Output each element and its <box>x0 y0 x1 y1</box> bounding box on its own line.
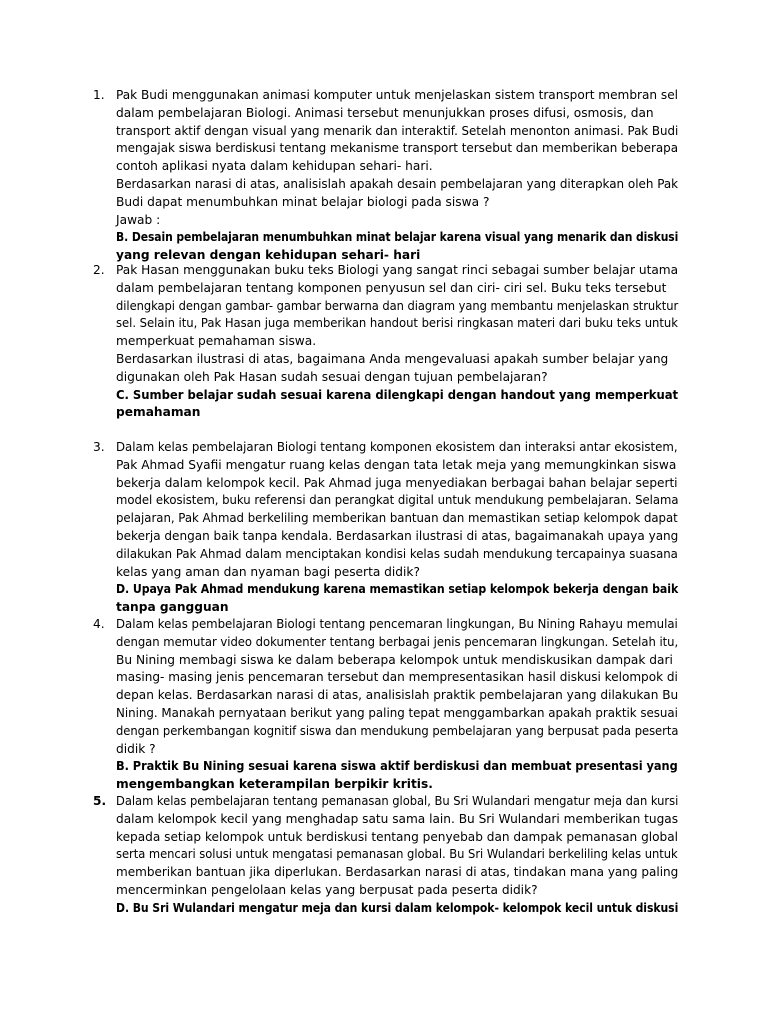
answer-line: B. Desain pembelajaran menumbuhkan minat belajar karena visual yang menarik dan diskusi <box>116 230 679 245</box>
answer-line: tanpa gangguan <box>116 600 229 615</box>
question-text-line: Berdasarkan ilustrasi di atas, bagaimana Anda mengevaluasi apakah sumber belajar yang <box>116 351 669 366</box>
question-text-line: Pak Ahmad Syafii mengatur ruang kelas dengan tata letak meja yang memungkinkan siswa <box>116 457 677 472</box>
question-text-line: Pak Budi menggunakan animasi komputer untuk menjelaskan sistem transport membran sel <box>116 88 678 102</box>
question-text-line: mengajak siswa berdiskusi tentang mekanisme transport tersebut dan memberikan beberapa <box>116 141 679 156</box>
question-text-line: dalam pembelajaran Biologi. Animasi tersebut menunjukkan proses difusi, osmosis, dan <box>116 105 654 120</box>
question-text-line: sel. Selain itu, Pak Hasan juga memberikan handout berisi ringkasan materi dari buku teks untuk <box>116 316 678 331</box>
question-number: 1. <box>93 88 105 102</box>
question-text-line: mencerminkan pengelolaan kelas yang berpusat pada peserta didik? <box>116 882 538 897</box>
answer-line: yang relevan dengan kehidupan sehari- hari <box>116 248 421 263</box>
question-text-line: digunakan oleh Pak Hasan sudah sesuai dengan tujuan pembelajaran? <box>116 369 548 384</box>
answer-line: pemahaman <box>116 405 201 420</box>
question-text-line: memperkuat pemahaman siswa. <box>116 334 317 349</box>
question-body <box>116 262 678 422</box>
question-text-line: Pak Hasan menggunakan buku teks Biologi yang sangat rinci sebagai sumber belajar utama <box>116 263 679 277</box>
question-text-line: dalam pembelajaran tentang komponen penyusun sel dan ciri- ciri sel. Buku teks tersebut <box>116 280 667 295</box>
question-text-line: kelas yang aman dan nyaman bagi peserta didik? <box>116 564 420 579</box>
question-text-line: transport aktif dengan visual yang menarik dan interaktif. Setelah menonton animasi. Pak Budi <box>116 123 679 138</box>
question-text-line: Jawab : <box>116 212 161 227</box>
question-text-line: bekerja dengan baik tanpa kendala. Berdasarkan ilustrasi di atas, bagaimanakah upaya yang <box>116 528 679 543</box>
question-number: 5. <box>93 794 107 808</box>
question-text-line: dalam kelompok kecil yang menghadap satu sama lain. Bu Sri Wulandari memberikan tugas <box>116 811 679 826</box>
question-text-line: model ekosistem, buku referensi dan perangkat digital untuk mendukung pembelajaran. Selama <box>116 493 679 508</box>
question-text-line: dilakukan Pak Ahmad dalam menciptakan kondisi kelas sudah mendukung tercapainya suasana <box>116 546 678 561</box>
question-text-line: Dalam kelas pembelajaran tentang pemanasan global, Bu Sri Wulandari mengatur meja dan kursi <box>116 794 679 808</box>
question-text-line: Budi dapat menumbuhkan minat belajar biologi pada siswa ? <box>116 194 490 209</box>
answer-line: B. Praktik Bu Nining sesuai karena siswa aktif berdiskusi dan membuat presentasi yang <box>116 759 678 774</box>
answer-line: mengembangkan keterampilan berpikir kritis. <box>116 777 433 792</box>
question-text-line: kepada setiap kelompok untuk berdiskusi tentang penyebab dan dampak pemanasan global <box>116 829 679 844</box>
question-text-line: Nining. Manakah pernyataan berikut yang paling tepat menggambarkan apakah praktik sesuai <box>116 705 678 720</box>
question-number: 4. <box>93 617 105 631</box>
question-body <box>116 616 678 794</box>
question-text-line: masing- masing jenis pencemaran tersebut dan mempresentasikan hasil diskusi kelompok di <box>116 670 678 685</box>
question-text-line: Berdasarkan narasi di atas, analisislah apakah desain pembelajaran yang diterapkan oleh Pak <box>116 176 679 191</box>
question-body <box>116 87 678 265</box>
question-text-line: Bu Nining membagi siswa ke dalam beberapa kelompok untuk mendiskusikan dampak dari <box>116 652 673 667</box>
question-text-line: dengan perkembangan kognitif siswa dan mendukung pembelajaran yang berpusat pada peserta <box>116 723 679 738</box>
question-number: 3. <box>93 440 105 454</box>
question-text-line: Dalam kelas pembelajaran Biologi tentang pencemaran lingkungan, Bu Nining Rahayu memulai <box>116 617 678 631</box>
question-text-line: dilengkapi dengan gambar- gambar berwarna dan diagram yang membantu menjelaskan struktur <box>116 298 679 313</box>
question-text-line: contoh aplikasi nyata dalam kehidupan sehari- hari. <box>116 159 433 174</box>
answer-line: D. Upaya Pak Ahmad mendukung karena memastikan setiap kelompok bekerja dengan baik <box>116 582 679 597</box>
question-text-line: pelajaran, Pak Ahmad berkeliling memberikan bantuan dan memastikan setiap kelompok dapat <box>116 511 678 526</box>
question-text-line: didik ? <box>116 741 156 756</box>
answer-line: D. Bu Sri Wulandari mengatur meja dan kursi dalam kelompok- kelompok kecil untuk diskusi <box>116 900 679 915</box>
question-text-line: depan kelas. Berdasarkan narasi di atas, analisislah praktik pembelajaran yang dilakukan Bu <box>116 688 679 703</box>
question-text-line: memberikan bantuan jika diperlukan. Berdasarkan narasi di atas, tindakan mana yang paling <box>116 865 679 880</box>
question-text-line: bekerja dalam kelompok kecil. Pak Ahmad juga menyediakan berbagai bahan belajar seperti <box>116 475 678 490</box>
question-text-line: dengan memutar video dokumenter tentang berbagai jenis pencemaran lingkungan. Setelah itu, <box>116 634 679 649</box>
question-body <box>116 439 678 617</box>
question-text-line: serta mencari solusi untuk mengatasi pemanasan global. Bu Sri Wulandari berkeliling kelas untuk <box>116 847 678 862</box>
answer-line: C. Sumber belajar sudah sesuai karena dilengkapi dengan handout yang memperkuat <box>116 387 679 402</box>
question-body <box>116 793 678 918</box>
question-text-line: Dalam kelas pembelajaran Biologi tentang komponen ekosistem dan interaksi antar ekosistem, <box>116 440 678 454</box>
question-number: 2. <box>93 263 105 277</box>
